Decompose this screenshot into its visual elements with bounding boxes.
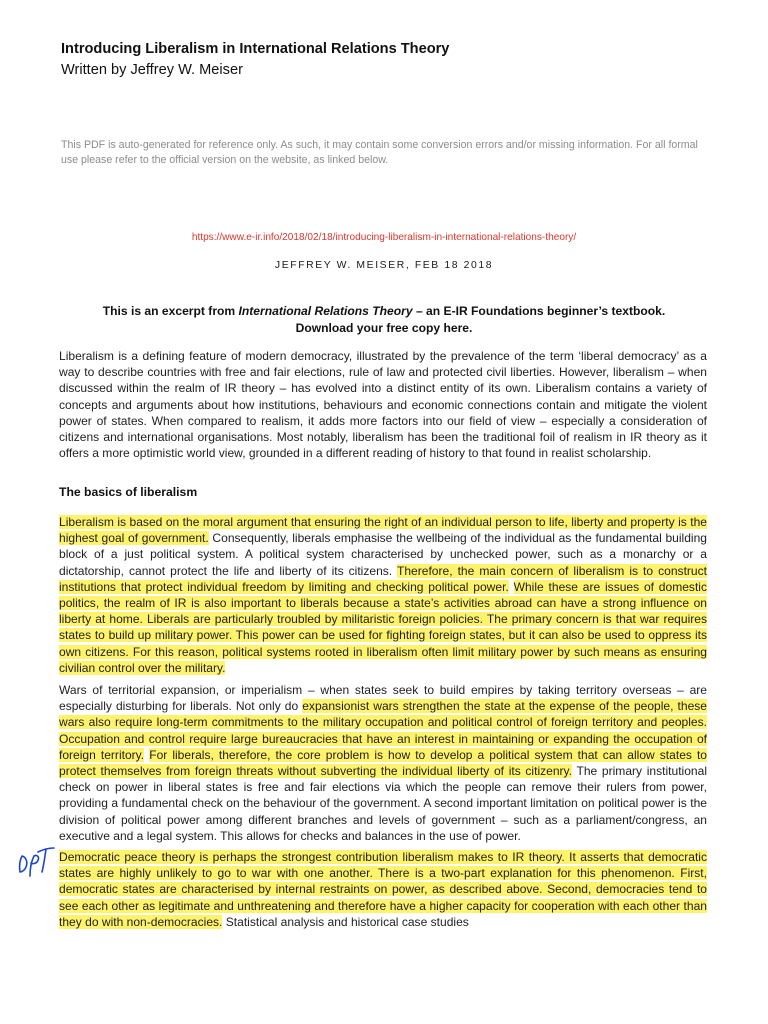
paragraph-democratic-peace: [59, 849, 707, 930]
document-title: Introducing Liberalism in International Relations Theory: [61, 41, 450, 57]
byline: JEFFREY W. MEISER, FEB 18 2018: [274, 260, 494, 271]
plain-text: Statistical analysis and historical case studies: [222, 914, 469, 929]
highlighted-text: For liberals, therefore, the core problem is how to develop a political system that can allow states to protect themselves from foreign threats without subverting the individual liberty of its citizenry.: [59, 747, 707, 779]
paragraph-territorial-wars: [59, 682, 707, 844]
highlighted-text: Democratic peace theory is perhaps the strongest contribution liberalism makes to IR theory. It asserts that democratic states are highly unlikely to go to war with one another. There is a two-part explanation for this phenomenon. First, democratic states are characterised by internal restraints on power, as described above. Second, democracies tend to see each other as legitimate and unthreatening and therefore have a higher capacity for cooperation with each other than they do with non-democracies.: [59, 850, 707, 929]
excerpt-book-title: International Relations Theory: [238, 304, 413, 318]
annotation-letter-t: [38, 848, 54, 872]
annotation-letter-d: [20, 856, 27, 872]
source-url-link[interactable]: https://www.e-ir.info/2018/02/18/introducing-liberalism-in-international-relations-theory/: [191, 232, 577, 243]
download-link[interactable]: Download your free copy here.: [295, 320, 473, 335]
handwritten-annotation-icon: [14, 842, 58, 886]
excerpt-notice: [40, 303, 728, 336]
plain-text: [509, 580, 514, 594]
plain-text: The primary institutional check on power in liberal states is free and fair elections via which the people can remove their rulers from power, providing a fundamental check on the behaviour of the government. A second important limitation on political power is the division of political power among different branches and levels of government – such as a parliament/congress, an executive and a legal system. This allows for checks and balances in the use of power.: [59, 764, 707, 843]
paragraph-liberalism-basis: [59, 514, 707, 676]
disclaimer-note: This PDF is auto-generated for reference only. As such, it may contain some conversion errors and/or missing information. For all formal use please refer to the official version on the website, as linked below.: [61, 139, 698, 166]
plain-text: Consequently, liberals emphasise the wellbeing of the individual as the fundamental building block of a just political system. A political system characterised by unchecked power, such as a monarchy or a dictatorship, cannot protect the life and liberty of its citizens.: [59, 531, 707, 578]
highlighted-text: Liberalism is based on the moral argument that ensuring the right of an individual person to life, liberty and property is the highest goal of government.: [59, 515, 707, 546]
plain-text: Wars of territorial expansion, or imperialism – when states seek to build empires by taking territory overseas – are especially disturbing for liberals. Not only do: [59, 683, 707, 714]
author-line: Written by Jeffrey W. Meiser: [61, 62, 243, 78]
highlighted-text: While these are issues of domestic politics, the realm of IR is also important to liberals because a state’s activities abroad can have a strong influence on liberty at home. Liberals are particularly troubled by militaristic foreign policies. The primary concern is that war requires states to build up military power. This power can be used for fighting foreign states, but it can also be used to oppress its own citizens. For this reason, political systems rooted in liberalism often limit military power by such means as ensuring civilian control over the military.: [59, 579, 707, 675]
excerpt-line: [40, 303, 728, 320]
annotation-letter-p: [30, 855, 38, 876]
section-heading: The basics of liberalism: [59, 485, 198, 499]
excerpt-suffix: – an E-IR Foundations beginner’s textbook.: [412, 304, 666, 318]
intro-paragraph: Liberalism is a defining feature of modern democracy, illustrated by the prevalence of the term ‘liberal democracy’ as a way to describe countries with free and fair elections, rule of law and protected civil liberties. However, liberalism – when discussed within the realm of IR theory – has evolved into a distinct entity of its own. Liberalism contains a variety of concepts and arguments about how institutions, behaviours and economic connections contain and mitigate the violent power of states. When compared to realism, it adds more factors into our field of view – especially a consideration of citizens and international organisations. Most notably, liberalism has been the traditional foil of realism in IR theory as it offers a more optimistic world view, grounded in a different reading of history to that found in realist scholarship.: [59, 349, 707, 461]
highlighted-text: Therefore, the main concern of liberalism is to construct institutions that protect individual freedom by limiting and checking political power.: [59, 563, 707, 594]
excerpt-prefix: This is an excerpt from: [102, 304, 239, 318]
highlighted-text: expansionist wars strengthen the state at the expense of the people, these wars also require long-term commitments to the military occupation and political control of foreign territory and peoples. Occupation and control require large bureaucracies that have an interest in maintaining or expanding the occupation of foreign territory.: [59, 699, 707, 762]
